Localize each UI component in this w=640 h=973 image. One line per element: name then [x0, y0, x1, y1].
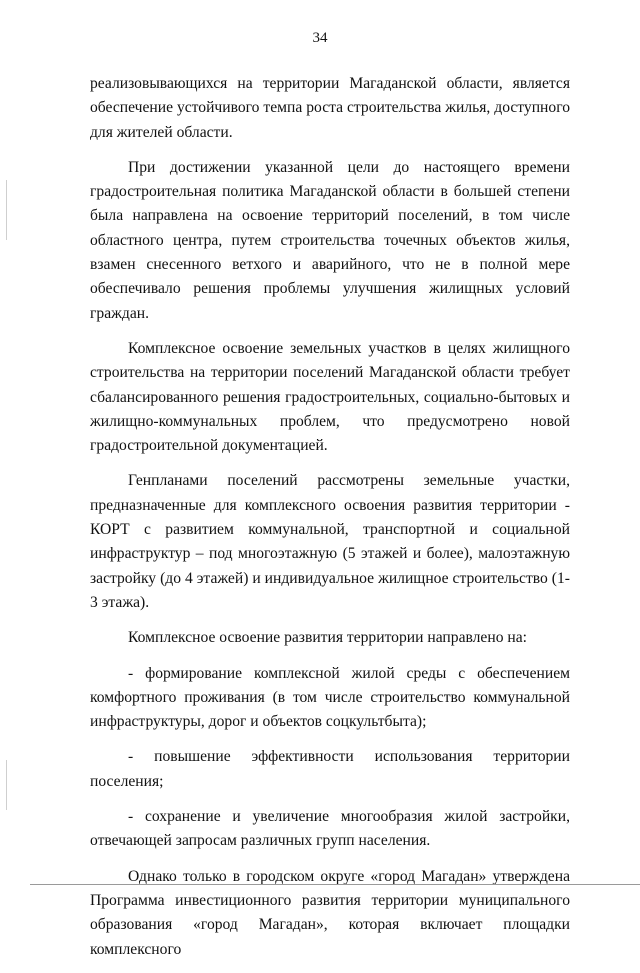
list-item-land-efficiency: - повышение эффективности использования территории поселения;	[90, 748, 570, 790]
scan-edge-mark	[6, 760, 7, 810]
list-item-housing-diversity: - сохранение и увеличение многообразия жилой застройки, отвечающей запросам различных групп населения.	[90, 808, 570, 850]
page-number: 34	[312, 30, 328, 46]
paragraph-directions-intro: Комплексное освоение развития территории направлено на:	[128, 629, 527, 647]
paragraph-general-plans: Генпланами поселений рассмотрены земельные участки, предназначенные для комплексного освоения развития территории - КОРТ с развитием коммунальной, транспортной и социальной инфраструктур – под многоэтажную (5 этажей и более), малоэтажную застройку (до 4 этажей) и индивидуальное жилищное строительство (1-3 этажа).	[90, 472, 570, 611]
paragraph-goal-achievement: При достижении указанной цели до настоящего времени градостроительная политика Магаданской области в большей степени была направлена на освоение территорий поселений, в том числе областного центра, путем строительства точечных объектов жилья, взамен снесенного ветхого и аварийного, что не в полной мере обеспечивало решения проблемы улучшения жилищных условий граждан.	[90, 158, 570, 322]
page-bottom-rule	[30, 884, 640, 885]
scan-edge-mark	[6, 180, 7, 240]
paragraph-magadan-program: Однако только в городском округе «город Магадан» утверждена Программа инвестиционного развития территории муниципального образования «город Магадан», которая включает площадки комплексного	[90, 867, 570, 958]
list-item-living-environment: - формирование комплексной жилой среды с обеспечением комфортного проживания (в том числе строительство коммунальной инфраструктуры, дорог и объектов соцкультбыта);	[90, 664, 570, 731]
paragraph-continuation: реализовывающихся на территории Магаданской области, является обеспечение устойчивого темпа роста строительства жилья, доступного для жителей области.	[90, 75, 570, 141]
paragraph-complex-development: Комплексное освоение земельных участков в целях жилищного строительства на территории поселений Магаданской области требует сбалансированного решения градостроительных, социально-бытовых и жилищно-коммунальных проблем, что предусмотрено новой градостроительной документацией.	[90, 339, 570, 455]
body-text	[90, 72, 570, 973]
